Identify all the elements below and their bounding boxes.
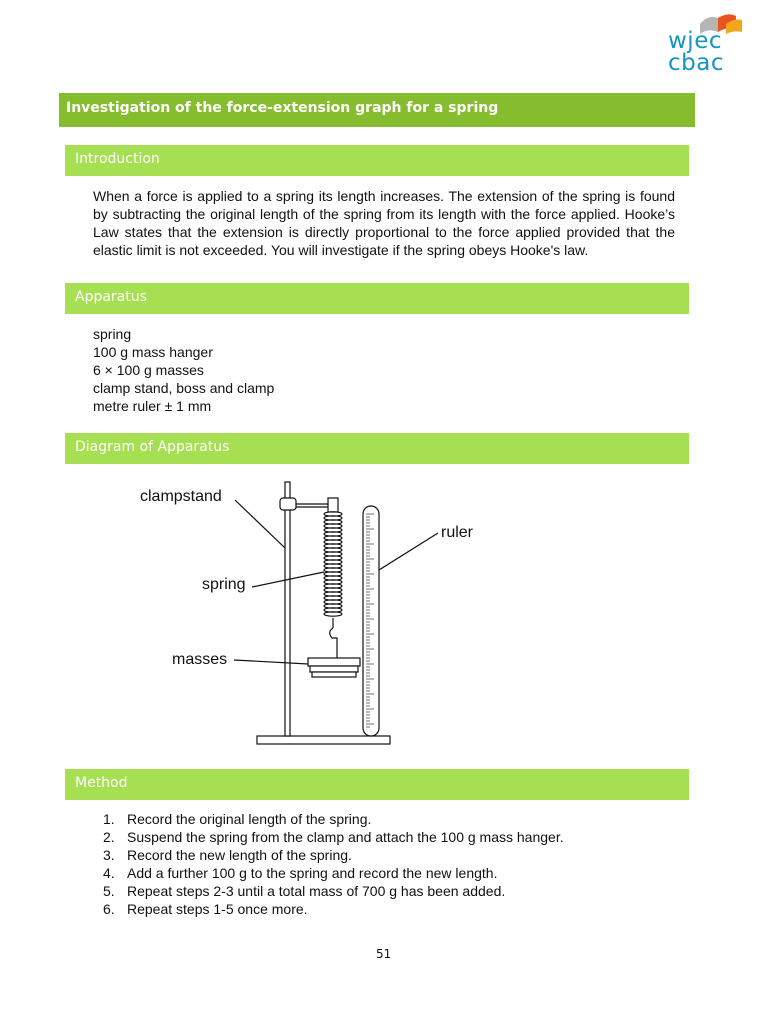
step-text: Suspend the spring from the clamp and attach the 100 g mass hanger.	[127, 829, 564, 845]
section-heading: Diagram of Apparatus	[75, 439, 230, 455]
logo-line-wjec: wjec	[668, 28, 722, 54]
section-method-header	[65, 769, 689, 800]
page-number: 51	[376, 947, 392, 961]
label-masses: masses	[172, 651, 228, 668]
section-heading: Apparatus	[75, 289, 147, 305]
list-item	[103, 864, 564, 882]
list-item: spring	[93, 326, 132, 342]
step-number: 2.	[103, 829, 115, 845]
step-text: Record the original length of the spring.	[127, 811, 372, 827]
step-number: 1.	[103, 811, 115, 827]
step-text: Repeat steps 1-5 once more.	[127, 901, 308, 917]
list-item: metre ruler ± 1 mm	[93, 398, 212, 414]
list-item: 100 g mass hanger	[93, 344, 213, 360]
page-title: Investigation of the force-extension graph for a spring	[66, 100, 499, 116]
step-text: Add a further 100 g to the spring and record the new length.	[127, 865, 498, 881]
method-list	[103, 810, 564, 918]
step-number: 5.	[103, 883, 115, 899]
apparatus-drawing	[130, 470, 530, 760]
step-number: 3.	[103, 847, 115, 863]
step-number: 4.	[103, 865, 115, 881]
step-text: Repeat steps 2-3 until a total mass of 700 g has been added.	[127, 883, 506, 899]
logo-line-cbac: cbac	[668, 50, 724, 76]
list-item	[103, 828, 564, 846]
section-diagram-header	[65, 433, 689, 464]
list-item	[103, 810, 564, 828]
label-spring: spring	[202, 576, 246, 593]
wjec-cbac-logo	[668, 10, 744, 82]
introduction-text: When a force is applied to a spring its length increases. The extension of the spring is found by subtracting the original length of the spring from its length with the force applied. Hooke’s Law states that the extension is directly proportional to the force applied provided that the elastic limit is not exceeded. You will investigate if the spring obeys Hooke's law.	[93, 188, 675, 258]
step-number: 6.	[103, 901, 115, 917]
section-heading: Introduction	[75, 151, 160, 167]
list-item	[103, 882, 564, 900]
apparatus-diagram	[130, 470, 530, 760]
step-text: Record the new length of the spring.	[127, 847, 352, 863]
list-item	[103, 900, 564, 918]
list-item: 6 × 100 g masses	[93, 362, 204, 378]
title-bar	[59, 93, 695, 127]
section-apparatus-header	[65, 283, 689, 314]
label-clampstand: clampstand	[140, 488, 222, 505]
section-introduction-header	[65, 145, 689, 176]
section-heading: Method	[75, 775, 128, 791]
label-ruler: ruler	[441, 524, 474, 541]
list-item	[103, 846, 564, 864]
list-item: clamp stand, boss and clamp	[93, 380, 275, 396]
apparatus-list	[93, 325, 274, 415]
